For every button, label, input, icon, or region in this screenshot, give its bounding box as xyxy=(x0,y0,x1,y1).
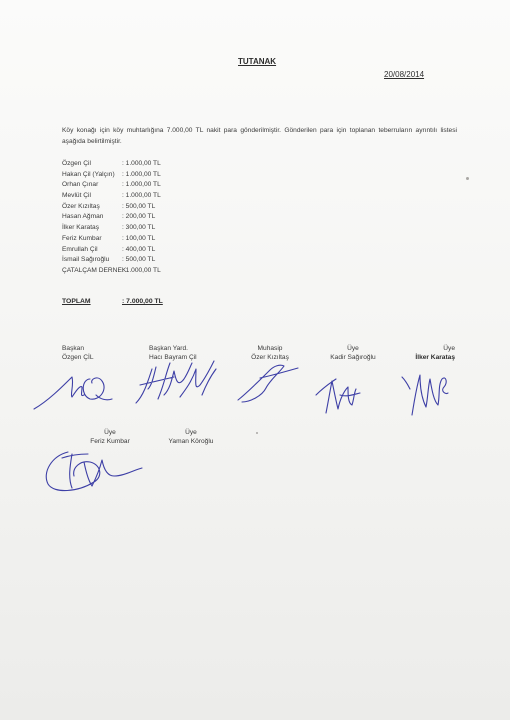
signature-member-ilker xyxy=(396,365,456,420)
donor-amount: : 100,00 TL xyxy=(122,234,156,242)
signature-chairman xyxy=(30,365,125,415)
donor-name: Mevlüt Çil xyxy=(62,192,91,200)
donor-amount: : 1.000,00 TL xyxy=(122,192,161,200)
signature-accountant xyxy=(230,358,305,408)
total-amount: : 7.000,00 TL xyxy=(122,298,163,305)
body-paragraph: Köy konağı için köy muhtarlığına 7.000,00 TL nakit para gönderilmiştir. Gönderilen para için toplanan teberruların ayrıntılı listesi aşağıda belirtilmiştir. xyxy=(62,127,457,145)
signatory-name: Yaman Köroğlu xyxy=(168,438,214,445)
signatory-name: Özer Kızıltaş xyxy=(251,354,289,361)
signatory-name: İlker Karataş xyxy=(415,354,455,361)
signature-member-kadir xyxy=(312,365,367,420)
signatory-role: Başkan Yard. xyxy=(149,345,188,352)
donor-amount: : 200,00 TL xyxy=(122,213,156,221)
signatory-role: Üye xyxy=(443,345,455,352)
donor-name: Hasan Ağman xyxy=(62,213,104,221)
paper-speck xyxy=(466,177,469,180)
document-title: TUTANAK xyxy=(238,57,277,66)
donor-amount: : 300,00 TL xyxy=(122,224,156,232)
signatory-name: Hacı Bayram Çil xyxy=(149,354,197,361)
donor-amount: : 1.000,00 TL xyxy=(122,181,161,189)
signatory-role: Üye xyxy=(104,429,116,436)
paper-speck xyxy=(256,432,258,434)
signatory-member-1 xyxy=(318,344,388,362)
signatory-role: Muhasip xyxy=(257,345,283,352)
signatory-name: Feriz Kumbar xyxy=(90,438,130,445)
signatory-name: Özgen ÇİL xyxy=(62,354,94,361)
signature-vice-chairman xyxy=(130,355,225,410)
donor-name: Emrullah Çil xyxy=(62,245,98,253)
donor-name: ÇATALÇAM DERNEK xyxy=(62,266,127,274)
total-label: TOPLAM xyxy=(62,298,91,305)
signatory-member-4 xyxy=(156,428,226,446)
signatory-role: Başkan xyxy=(62,345,84,352)
signatory-role: Üye xyxy=(347,345,359,352)
donor-name: Orhan Çınar xyxy=(62,181,99,189)
signatory-member-2 xyxy=(395,344,455,362)
signatory-name: Kadir Sağıroğlu xyxy=(330,354,376,361)
donor-amount: : 1.000,00 TL xyxy=(122,266,161,274)
donor-amount: : 1.000,00 TL xyxy=(122,160,161,167)
donor-name: Feriz Kumbar xyxy=(62,234,102,242)
donor-amount: : 500,00 TL xyxy=(122,202,156,210)
signatory-chairman xyxy=(62,344,94,362)
donor-name: İlker Karataş xyxy=(62,224,100,232)
signatory-role: Üye xyxy=(185,429,197,436)
donor-name: Hakan Çil (Yalçın) xyxy=(62,170,115,178)
donor-name: Özgen Çil xyxy=(62,160,91,167)
donor-amount: : 400,00 TL xyxy=(122,245,156,253)
signature-member-feriz xyxy=(38,442,148,497)
donor-name: İsmail Sağıroğlu xyxy=(62,256,110,264)
donor-amount: : 500,00 TL xyxy=(122,256,156,264)
donor-name: Özer Kızıltaş xyxy=(62,202,100,210)
document-date: 20/08/2014 xyxy=(384,70,425,79)
donor-amount: : 1.000,00 TL xyxy=(122,170,161,178)
